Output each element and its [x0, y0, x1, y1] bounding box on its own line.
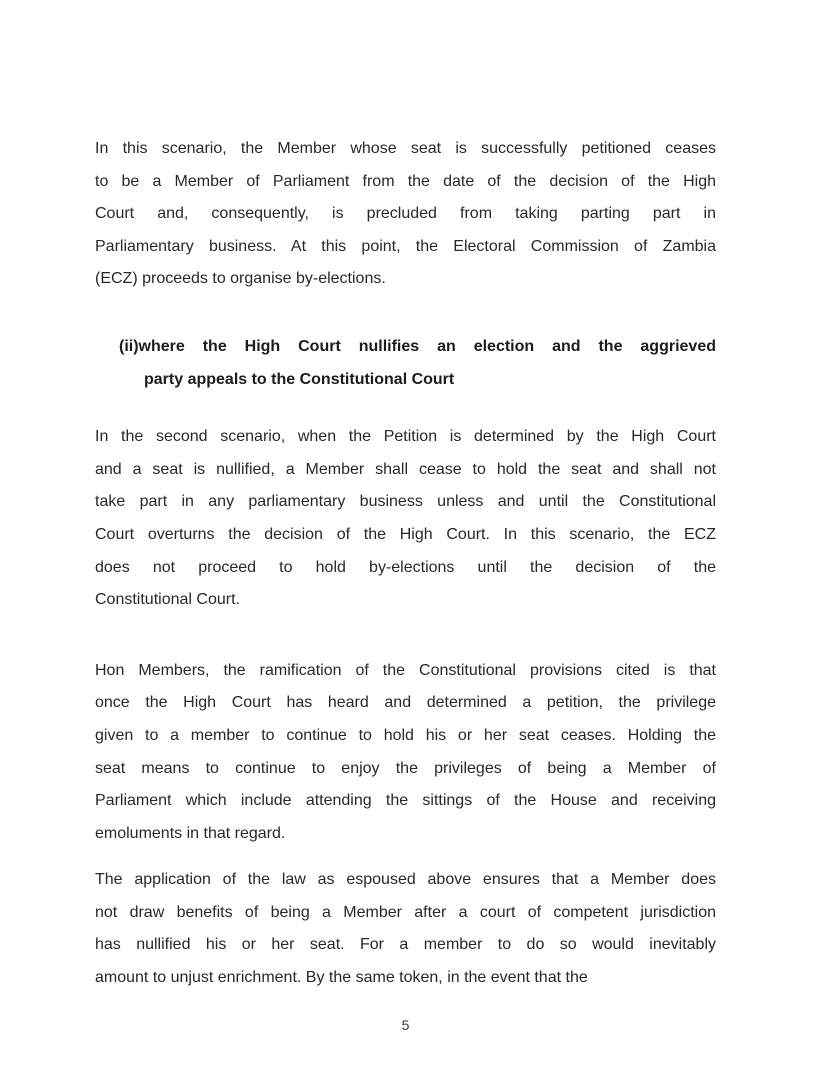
text-line: (ECZ) proceeds to organise by-elections. — [95, 270, 386, 288]
text-line: In the second scenario, when the Petition is determined by the High Court — [95, 428, 716, 446]
paragraph-petition-scenario-one — [95, 133, 716, 296]
text-line: once the High Court has heard and determined a petition, the privilege — [95, 694, 716, 712]
heading-line: party appeals to the Constitutional Court — [144, 370, 455, 388]
text-line: does not proceed to hold by-elections until the decision of the — [95, 558, 716, 576]
text-line: The application of the law as espoused above ensures that a Member does — [95, 871, 716, 889]
text-line: take part in any parliamentary business unless and until the Constitutional — [95, 493, 716, 511]
text-line: Constitutional Court. — [95, 591, 240, 609]
text-line: and a seat is nullified, a Member shall cease to hold the seat and shall not — [95, 460, 716, 478]
text-line: Court overturns the decision of the High Court. In this scenario, the ECZ — [95, 525, 716, 543]
page-number: 5 — [401, 1016, 410, 1033]
text-line: to be a Member of Parliament from the date of the decision of the High — [95, 172, 716, 190]
section-heading-ii — [95, 331, 716, 396]
text-line: has nullified his or her seat. For a member to do so would inevitably — [95, 936, 716, 954]
paragraph-ramification — [95, 655, 716, 851]
text-line: Parliamentary business. At this point, the Electoral Commission of Zambia — [95, 237, 716, 255]
text-line: Hon Members, the ramification of the Constitutional provisions cited is that — [95, 661, 716, 679]
text-line: not draw benefits of being a Member after a court of competent jurisdiction — [95, 903, 716, 921]
text-line: given to a member to continue to hold his or her seat ceases. Holding the — [95, 726, 716, 744]
page-content — [95, 133, 716, 1035]
heading-line: (ii)where the High Court nullifies an election and the aggrieved — [119, 337, 716, 355]
paragraph-application-of-law — [95, 864, 716, 994]
text-line: emoluments in that regard. — [95, 824, 286, 842]
paragraph-petition-scenario-two — [95, 421, 716, 617]
text-line: amount to unjust enrichment. By the same token, in the event that the — [95, 969, 588, 987]
text-line: seat means to continue to enjoy the privileges of being a Member of — [95, 759, 716, 777]
text-line: Court and, consequently, is precluded from taking parting part in — [95, 205, 716, 223]
text-line: In this scenario, the Member whose seat is successfully petitioned ceases — [95, 140, 716, 157]
text-line: Parliament which include attending the sittings of the House and receiving — [95, 792, 716, 810]
